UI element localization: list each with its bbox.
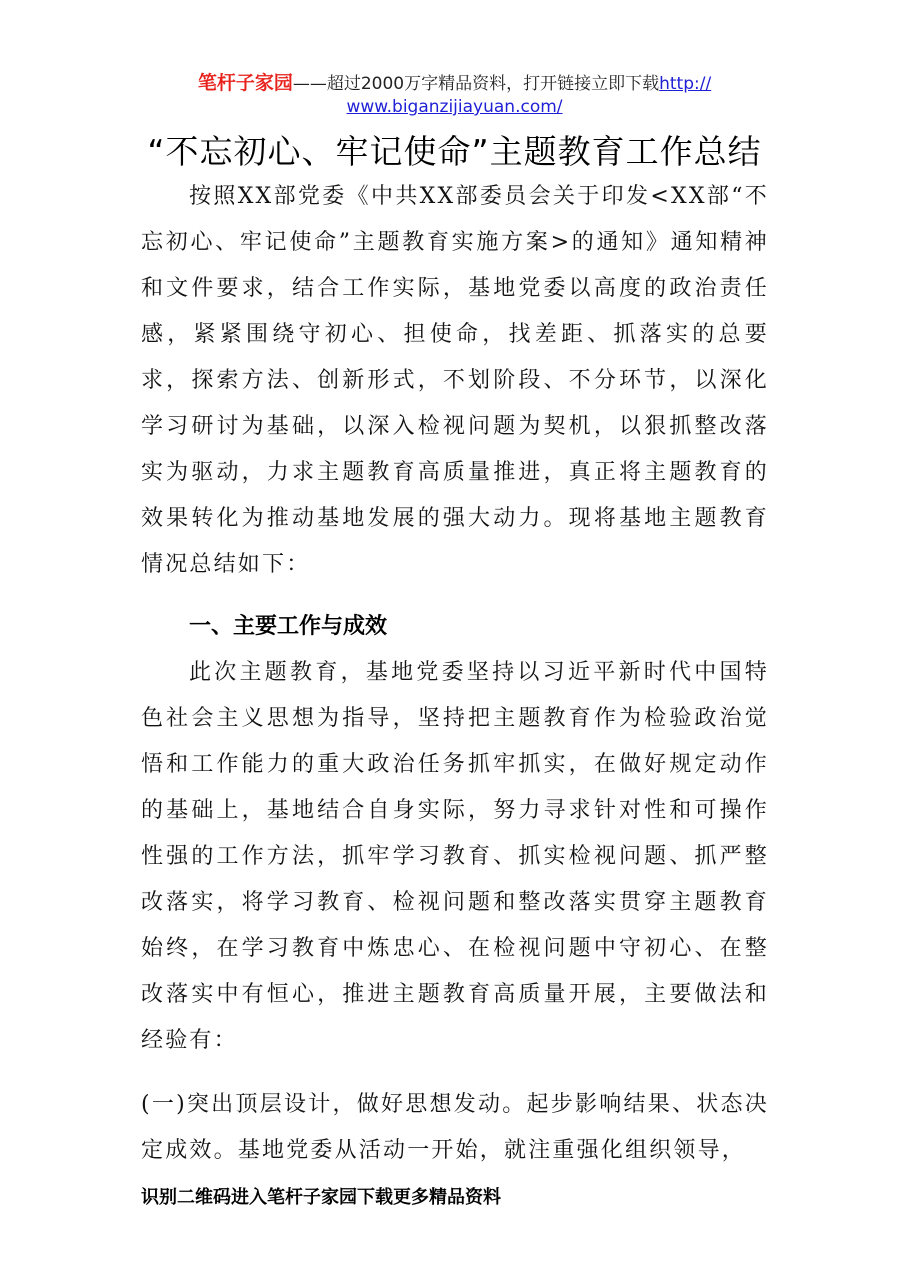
brand-name: 笔杆子家园 xyxy=(197,72,293,94)
download-link[interactable]: http:// xyxy=(659,74,712,94)
banner-tagline: ——超过2000万字精品资料，打开链接立即下载 xyxy=(292,74,660,94)
site-banner xyxy=(0,71,909,96)
subsection-paragraph: (一)突出顶层设计，做好思想发动。起步影响结果、状态决定成效。基地党委从活动一开始，就注重强化组织领导， xyxy=(141,1092,769,1163)
section-paragraph: 此次主题教育，基地党委坚持以习近平新时代中国特色社会主义思想为指导，坚持把主题教育作为检验政治觉悟和工作能力的重大政治任务抓牢抓实，在做好规定动作的基础上，基地结合自身实际，努力寻求针对性和可操作性强的工作方法，抓牢学习教育、抓实检视问题、抓严整改落实，将学习教育、检视问题和整改落实贯穿主题教育始终，在学习教育中炼忠心、在检视问题中守初心、在整改落实中有恒心，推进主题教育高质量开展，主要做法和经验有： xyxy=(141,660,769,1053)
footer-note: 识别二维码进入笔杆子家园下载更多精品资料 xyxy=(141,1187,501,1208)
intro-paragraph: 按照XX部党委《中共XX部委员会关于印发<XX部“不忘初心、牢记使命”主题教育实施方案>的通知》通知精神和文件要求，结合工作实际，基地党委以高度的政治责任感，紧紧围绕守初心、担使命，找差距、抓落实的总要求，探索方法、创新形式，不划阶段、不分环节，以深化学习研讨为基础，以深入检视问题为契机，以狠抓整改落实为驱动，力求主题教育高质量推进，真正将主题教育的效果转化为推动基地发展的强大动力。现将基地主题教育情况总结如下： xyxy=(141,184,769,577)
document-title: “不忘初心、牢记使命”主题教育工作总结 xyxy=(147,132,762,171)
site-banner-line2 xyxy=(0,95,909,119)
download-link-url[interactable]: www.biganzijiayuan.com/ xyxy=(346,97,563,117)
section-heading: 一、主要工作与成效 xyxy=(189,614,388,639)
